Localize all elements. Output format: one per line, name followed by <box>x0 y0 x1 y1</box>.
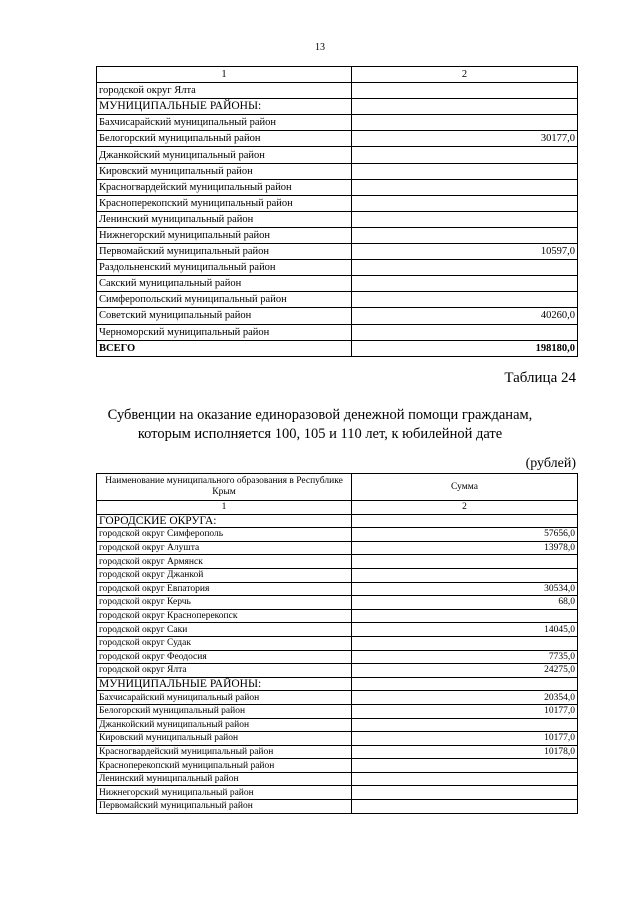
row-name: городской округ Судак <box>97 636 352 650</box>
table-row <box>97 732 578 746</box>
table-row <box>97 227 578 243</box>
header-municipality: Наименование муниципального образования в Республике Крым <box>97 474 352 501</box>
row-name: городской округ Джанкой <box>97 568 352 582</box>
row-value <box>352 211 578 227</box>
row-value <box>352 677 578 691</box>
section-header: ГОРОДСКИЕ ОКРУГА: <box>97 514 352 528</box>
page-number: 13 <box>315 42 325 53</box>
row-name: Советский муниципальный район <box>97 308 352 324</box>
row-value <box>352 555 578 569</box>
row-name: Нижнегорский муниципальный район <box>97 227 352 243</box>
row-name: Красногвардейский муниципальный район <box>97 745 352 759</box>
row-name: Бахчисарайский муниципальный район <box>97 691 352 705</box>
row-value <box>352 759 578 773</box>
row-name: городской округ Ялта <box>97 664 352 678</box>
column-number-1: 1 <box>97 67 352 83</box>
table-row <box>97 276 578 292</box>
row-name: городской округ Красноперекопск <box>97 609 352 623</box>
units-label: (рублей) <box>525 456 576 471</box>
row-name: Первомайский муниципальный район <box>97 244 352 260</box>
column-number-row <box>97 501 578 515</box>
table-row <box>97 596 578 610</box>
table-number-label: Таблица 24 <box>504 370 576 386</box>
row-name: городской округ Ялта <box>97 83 352 99</box>
row-value <box>352 99 578 115</box>
row-name: городской округ Керчь <box>97 596 352 610</box>
table-row <box>97 664 578 678</box>
row-name: городской округ Евпатория <box>97 582 352 596</box>
row-value: 14045,0 <box>352 623 578 637</box>
row-value <box>352 83 578 99</box>
row-name: городской округ Феодосия <box>97 650 352 664</box>
column-number-2: 2 <box>352 67 578 83</box>
row-name: Белогорский муниципальный район <box>97 704 352 718</box>
table-row <box>97 179 578 195</box>
section-header-row <box>97 99 578 115</box>
row-name: Кировский муниципальный район <box>97 163 352 179</box>
row-value <box>352 514 578 528</box>
row-value <box>352 324 578 340</box>
table-row <box>97 568 578 582</box>
row-value <box>352 147 578 163</box>
row-value: 20354,0 <box>352 691 578 705</box>
table-row <box>97 528 578 542</box>
column-number-row <box>97 67 578 83</box>
table-row <box>97 800 578 814</box>
row-name: Ленинский муниципальный район <box>97 211 352 227</box>
row-name: Красногвардейский муниципальный район <box>97 179 352 195</box>
table-row <box>97 772 578 786</box>
row-name: Симферопольский муниципальный район <box>97 292 352 308</box>
row-value <box>352 292 578 308</box>
row-name: Первомайский муниципальный район <box>97 800 352 814</box>
total-value: 198180,0 <box>352 340 578 356</box>
row-name: городской округ Симферополь <box>97 528 352 542</box>
row-name: городской округ Саки <box>97 623 352 637</box>
row-value: 10177,0 <box>352 732 578 746</box>
table-row <box>97 636 578 650</box>
row-value: 10177,0 <box>352 704 578 718</box>
row-value <box>352 115 578 131</box>
row-value: 40260,0 <box>352 308 578 324</box>
table-row <box>97 115 578 131</box>
row-value <box>352 800 578 814</box>
table-row <box>97 650 578 664</box>
table-row <box>97 244 578 260</box>
row-name: Белогорский муниципальный район <box>97 131 352 147</box>
row-name: Джанкойский муниципальный район <box>97 147 352 163</box>
table-row <box>97 609 578 623</box>
total-label: ВСЕГО <box>97 340 352 356</box>
table-row <box>97 163 578 179</box>
row-value: 57656,0 <box>352 528 578 542</box>
table-header-row <box>97 474 578 501</box>
table-title-line-2: которым исполняется 100, 105 и 110 лет, к юбилейной дате <box>137 426 503 442</box>
row-value <box>352 718 578 732</box>
row-name: Красноперекопский муниципальный район <box>97 759 352 773</box>
row-value: 7735,0 <box>352 650 578 664</box>
table-row <box>97 541 578 555</box>
table-row <box>97 292 578 308</box>
column-number-1: 1 <box>97 501 352 515</box>
table-title-line-1: Субвенции на оказание единоразовой денежной помощи гражданам, <box>107 407 533 423</box>
row-value <box>352 179 578 195</box>
table-title <box>0 406 640 444</box>
row-value: 10597,0 <box>352 244 578 260</box>
section-header-row <box>97 514 578 528</box>
total-row <box>97 340 578 356</box>
table-row <box>97 786 578 800</box>
row-value: 10178,0 <box>352 745 578 759</box>
row-name: Кировский муниципальный район <box>97 732 352 746</box>
row-value <box>352 260 578 276</box>
row-value: 24275,0 <box>352 664 578 678</box>
section-header: МУНИЦИПАЛЬНЫЕ РАЙОНЫ: <box>97 99 352 115</box>
row-value <box>352 568 578 582</box>
row-value <box>352 195 578 211</box>
row-name: Нижнегорский муниципальный район <box>97 786 352 800</box>
section-header-row <box>97 677 578 691</box>
table-row <box>97 195 578 211</box>
row-yalta <box>97 83 578 99</box>
table-row <box>97 211 578 227</box>
section-header: МУНИЦИПАЛЬНЫЕ РАЙОНЫ: <box>97 677 352 691</box>
column-number-2: 2 <box>352 501 578 515</box>
table-row <box>97 718 578 732</box>
table-row <box>97 260 578 276</box>
table-row <box>97 147 578 163</box>
row-name: Черноморский муниципальный район <box>97 324 352 340</box>
row-value <box>352 636 578 650</box>
row-value: 13978,0 <box>352 541 578 555</box>
row-value <box>352 786 578 800</box>
table-row <box>97 623 578 637</box>
header-sum: Сумма <box>352 474 578 501</box>
table-row <box>97 308 578 324</box>
table-row <box>97 555 578 569</box>
table-row <box>97 324 578 340</box>
row-value: 30177,0 <box>352 131 578 147</box>
row-name: городской округ Армянск <box>97 555 352 569</box>
table-row <box>97 759 578 773</box>
row-name: городской округ Алушта <box>97 541 352 555</box>
row-name: Сакский муниципальный район <box>97 276 352 292</box>
row-name: Джанкойский муниципальный район <box>97 718 352 732</box>
table-row <box>97 704 578 718</box>
row-value <box>352 227 578 243</box>
row-value <box>352 163 578 179</box>
row-name: Ленинский муниципальный район <box>97 772 352 786</box>
row-name: Бахчисарайский муниципальный район <box>97 115 352 131</box>
jubilee-subsidy-table <box>96 473 578 814</box>
table-row <box>97 745 578 759</box>
row-value <box>352 276 578 292</box>
row-value: 30534,0 <box>352 582 578 596</box>
table-row <box>97 131 578 147</box>
row-value <box>352 609 578 623</box>
table-row <box>97 582 578 596</box>
table-row <box>97 691 578 705</box>
row-value: 68,0 <box>352 596 578 610</box>
subsidy-table-continued <box>96 66 578 357</box>
row-value <box>352 772 578 786</box>
row-name: Красноперекопский муниципальный район <box>97 195 352 211</box>
row-name: Раздольненский муниципальный район <box>97 260 352 276</box>
